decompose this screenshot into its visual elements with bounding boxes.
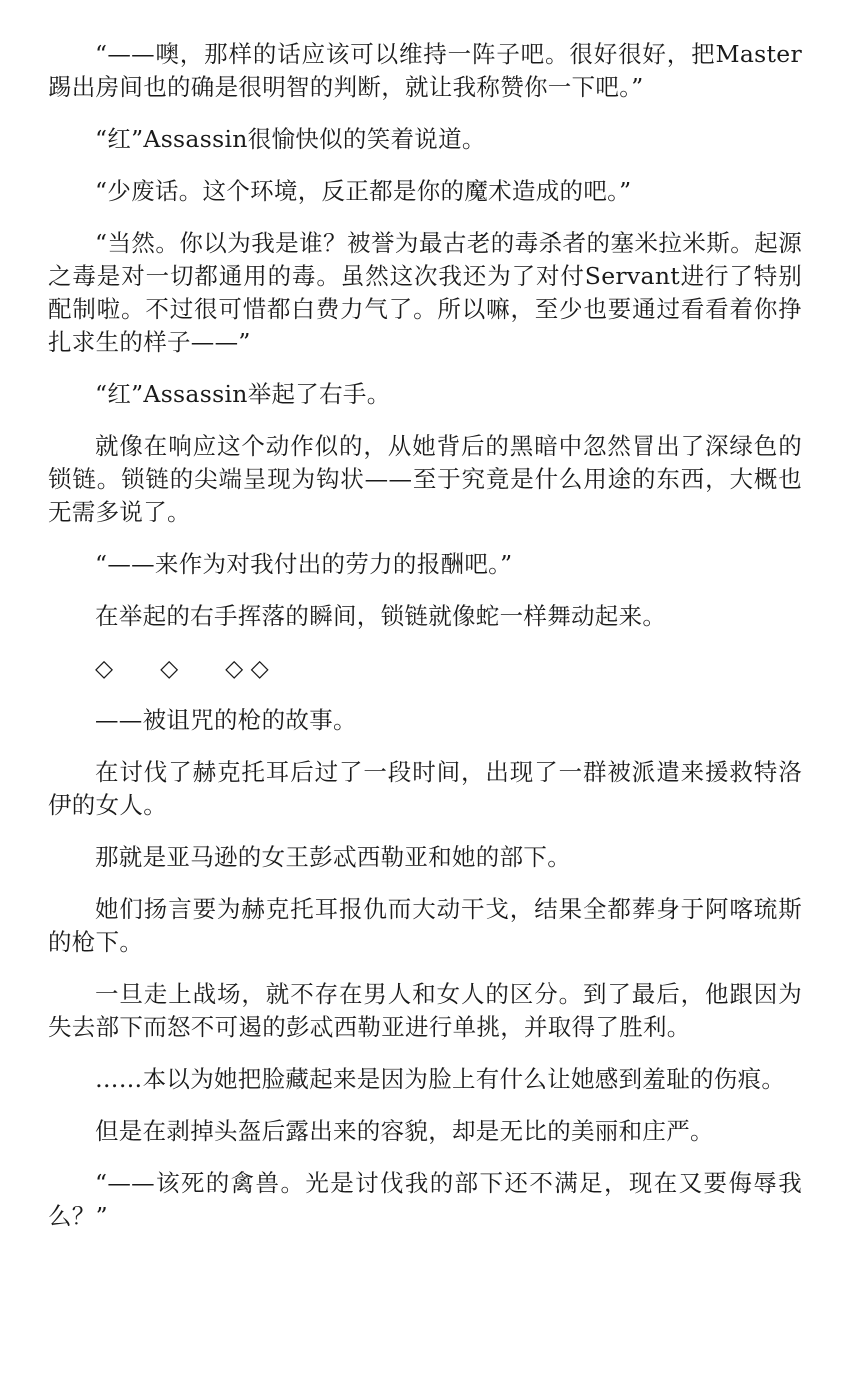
scene-break-diamonds: ◇ ◇ ◇ ◇ [95, 654, 269, 682]
paragraph: ……本以为她把脸藏起来是因为脸上有什么让她感到羞耻的伤痕。 [95, 1065, 786, 1093]
paragraph: 一旦走上战场，就不存在男人和女人的区分。到了最后，他跟因为失去部下而怒不可遏的彭忒西勒亚进行单挑，并取得了胜利。 [48, 980, 802, 1041]
paragraph: 在举起的右手挥落的瞬间，锁链就像蛇一样舞动起来。 [95, 602, 667, 630]
paragraph: 但是在剥掉头盔后露出来的容貌，却是无比的美丽和庄严。 [95, 1117, 714, 1145]
paragraph: 在讨伐了赫克托耳后过了一段时间，出现了一群被派遣来援救特洛伊的女人。 [48, 758, 802, 819]
paragraph: 她们扬言要为赫克托耳报仇而大动干戈，结果全都葬身于阿喀琉斯的枪下。 [48, 895, 802, 956]
paragraph: “少废话。这个环境，反正都是你的魔术造成的吧。” [95, 177, 632, 205]
paragraph: ——被诅咒的枪的故事。 [95, 706, 357, 734]
paragraph: “——噢，那样的话应该可以维持一阵子吧。很好很好，把Master踢出房间也的确是很明智的判断，就让我称赞你一下吧。” [48, 40, 802, 101]
paragraph: “红”Assassin很愉快似的笑着说道。 [95, 125, 486, 153]
paragraph: “——来作为对我付出的劳力的报酬吧。” [95, 550, 513, 578]
paragraph: “红”Assassin举起了右手。 [95, 380, 391, 408]
paragraph: “——该死的禽兽。光是讨伐我的部下还不满足，现在又要侮辱我么？” [48, 1169, 802, 1230]
paragraph: 就像在响应这个动作似的，从她背后的黑暗中忽然冒出了深绿色的锁链。锁链的尖端呈现为钩状——至于究竟是什么用途的东西，大概也无需多说了。 [48, 432, 802, 526]
paragraph: “当然。你以为我是谁？被誉为最古老的毒杀者的塞米拉米斯。起源之毒是对一切都通用的毒。虽然这次我还为了对付Servant进行了特别配制啦。不过很可惜都白费力气了。所以嘛，至少也要通过看看着你挣扎求生的样子——” [48, 229, 802, 356]
paragraph: 那就是亚马逊的女王彭忒西勒亚和她的部下。 [95, 843, 571, 871]
